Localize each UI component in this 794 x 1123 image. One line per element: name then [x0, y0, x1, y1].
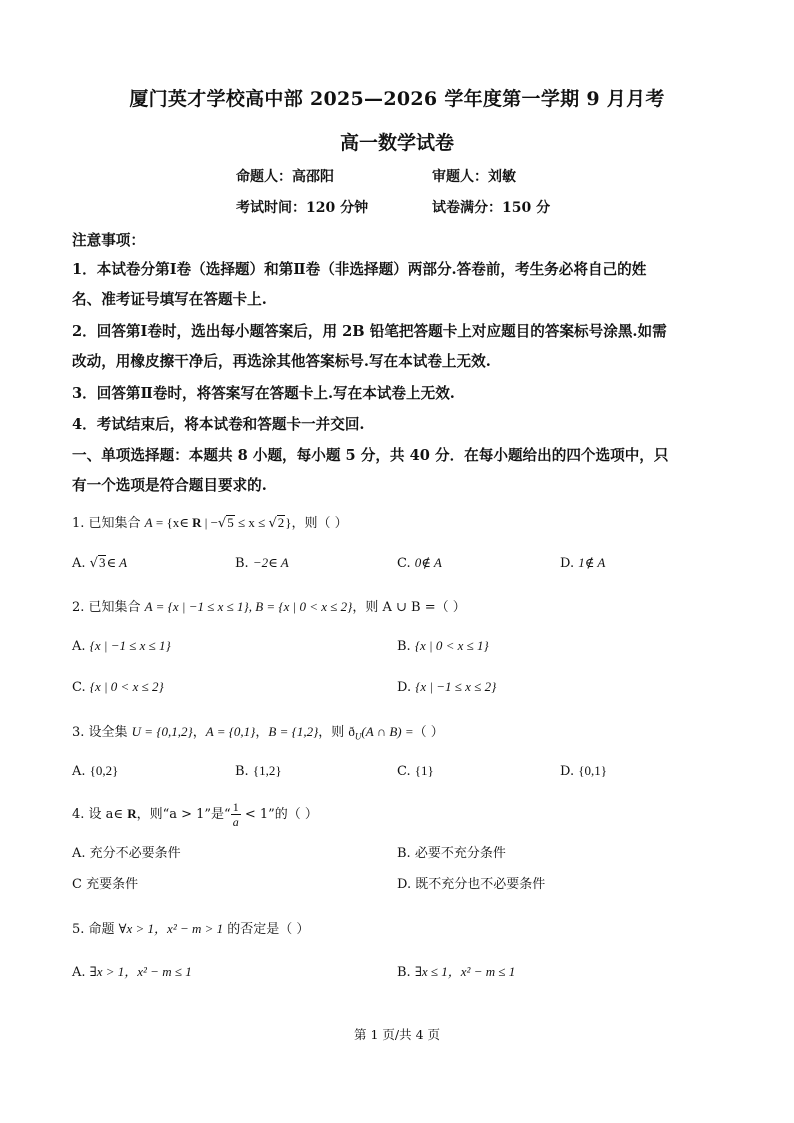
- radicand-1: 5: [227, 515, 234, 530]
- option-text: ∃x ≤ 1，x² − m ≤ 1: [414, 964, 516, 979]
- question-3: [72, 721, 444, 742]
- set-a: A = {0,1}: [205, 724, 256, 739]
- option-label: B.: [397, 965, 411, 980]
- note-1-line-2: 名、准考证号填写在答题卡上.: [72, 291, 267, 308]
- option-label: C.: [72, 680, 86, 695]
- page-number: 第 1 页/共 4 页: [353, 1027, 440, 1042]
- question-3-expr: (A ∩ B) =: [361, 724, 414, 739]
- then-text: ，则: [318, 725, 349, 740]
- q1-option-a: [72, 555, 127, 571]
- option-label: C: [72, 877, 82, 892]
- option-label: B.: [235, 764, 249, 779]
- q3-option-b: [235, 763, 282, 779]
- option-label: D.: [560, 556, 575, 571]
- question-1: [72, 512, 348, 531]
- q2-option-c: [72, 679, 164, 695]
- separator: ，: [255, 725, 269, 740]
- question-1-suffix: ，则（ ）: [291, 516, 348, 531]
- fraction: [231, 800, 241, 829]
- option-label: A.: [72, 639, 86, 654]
- option-text: 既不充分也不必要条件: [415, 877, 546, 892]
- q1-option-c: [397, 555, 442, 571]
- option-label: D.: [560, 764, 575, 779]
- question-2-math: A = {x | −1 ≤ x ≤ 1}, B = {x | 0 < x ≤ 2}: [144, 599, 353, 614]
- q4-option-d: [397, 873, 545, 892]
- q2-option-d: [397, 679, 496, 695]
- option-label: D.: [397, 680, 412, 695]
- question-3-suffix: （ ）: [413, 725, 444, 740]
- option-text: {1}: [414, 763, 434, 778]
- question-5-suffix: 的否定是（ ）: [223, 922, 310, 937]
- close-brace: }: [285, 515, 292, 530]
- question-2: [72, 596, 466, 615]
- option-text: {0,1}: [578, 763, 607, 778]
- note-2-line-1: 2．回答第Ⅰ卷时，选出每小题答案后，用 2B 铅笔把答题卡上对应题目的答案标号涂黑.如需: [72, 323, 667, 340]
- fraction-numerator: 1: [232, 800, 239, 814]
- question-2-prefix: 2. 已知集合: [72, 600, 145, 615]
- option-text: {0,2}: [89, 763, 119, 778]
- option-label: B.: [235, 556, 249, 571]
- sqrt-icon: √: [268, 516, 277, 531]
- q3-option-c: [397, 763, 434, 779]
- question-3-prefix: 3. 设全集: [72, 725, 132, 740]
- universal-set: U = {0,1,2}: [131, 724, 193, 739]
- option-label: D.: [397, 877, 412, 892]
- q3-option-a: [72, 763, 118, 779]
- radicand-2: 2: [277, 515, 285, 530]
- option-text: 1∉ A: [578, 555, 606, 570]
- separator: ，: [192, 725, 206, 740]
- option-label: A.: [72, 846, 86, 861]
- question-4: [72, 800, 318, 829]
- complement-subscript: U: [354, 731, 362, 742]
- option-text: 充分不必要条件: [89, 846, 181, 861]
- option-text: {x | 0 < x ≤ 1}: [414, 638, 489, 653]
- complement-symbol: ð: [348, 724, 355, 739]
- option-text: {x | 0 < x ≤ 2}: [89, 679, 164, 694]
- option-text: ∈ A: [106, 555, 128, 570]
- option-text: −2∈ A: [252, 555, 289, 570]
- exam-time-label: 考试时间：120 分钟: [236, 200, 369, 216]
- note-1-line-1: 1．本试卷分第Ⅰ卷（选择题）和第Ⅱ卷（非选择题）两部分.答卷前，考生务必将自己的姓: [72, 261, 647, 278]
- option-label: C.: [397, 764, 411, 779]
- option-label: A.: [72, 764, 86, 779]
- set-a: A: [144, 515, 153, 530]
- sqrt-icon: √: [217, 516, 227, 531]
- option-text: 充要条件: [86, 877, 139, 892]
- setter-label: 命题人：高邵阳: [236, 169, 334, 185]
- exam-subtitle: 高一数学试卷: [339, 132, 454, 154]
- cond-2: ≤ x ≤: [234, 515, 269, 530]
- real-numbers-symbol: R: [127, 806, 137, 821]
- set-def: = {x∈: [152, 515, 193, 530]
- option-label: C.: [397, 556, 411, 571]
- q5-option-b: [397, 961, 515, 980]
- q4-option-b: [397, 842, 506, 861]
- cond-1: | −: [201, 515, 218, 530]
- option-label: A.: [72, 965, 86, 980]
- question-1-prefix: 1. 已知集合: [72, 516, 145, 531]
- question-5-prefix: 5. 命题: [72, 922, 119, 937]
- option-label: A.: [72, 556, 86, 571]
- q4-option-c: [72, 873, 138, 892]
- exam-title: 厦门英才学校高中部 2025—2026 学年度第一学期 9 月月考: [129, 88, 665, 110]
- option-text: {x | −1 ≤ x ≤ 1}: [89, 638, 171, 653]
- option-text: ∃x > 1，x² − m ≤ 1: [89, 964, 192, 979]
- option-text: {x | −1 ≤ x ≤ 2}: [415, 679, 497, 694]
- option-text: 必要不充分条件: [414, 846, 506, 861]
- q1-option-d: [560, 555, 605, 571]
- option-label: B.: [397, 639, 411, 654]
- q4-option-a: [72, 842, 181, 861]
- section-1-intro-line-2: 有一个选项是符合题目要求的.: [72, 477, 267, 494]
- question-4-condition: ，则“a > 1”是“: [136, 807, 231, 822]
- q5-option-a: [72, 961, 192, 980]
- option-text: {1,2}: [252, 763, 282, 778]
- option-label: B.: [397, 846, 411, 861]
- note-4: 4．考试结束后，将本试卷和答题卡一并交回.: [72, 416, 365, 433]
- q1-option-b: [235, 555, 289, 571]
- question-5-math: ∀x > 1，x² − m > 1: [118, 921, 224, 936]
- notes-heading: 注意事项：: [72, 232, 145, 249]
- sqrt-icon: √: [89, 556, 98, 571]
- real-numbers-symbol: R: [192, 515, 202, 530]
- question-4-suffix: < 1”的（ ）: [240, 807, 318, 822]
- q3-option-d: [560, 763, 607, 779]
- full-score-label: 试卷满分：150 分: [432, 200, 551, 216]
- set-b: B = {1,2}: [268, 724, 319, 739]
- q2-option-b: [397, 638, 489, 654]
- note-2-line-2: 改动，用橡皮擦干净后，再选涂其他答案标号.写在本试卷上无效.: [72, 353, 491, 370]
- question-2-suffix: ，则 A ∪ B =（ ）: [352, 600, 466, 615]
- question-5: [72, 918, 309, 937]
- section-1-intro-line-1: 一、单项选择题：本题共 8 小题，每小题 5 分，共 40 分．在每小题给出的四个选项中，只: [72, 447, 669, 464]
- note-3: 3．回答第Ⅱ卷时，将答案写在答题卡上.写在本试卷上无效.: [72, 385, 455, 402]
- reviewer-label: 审题人：刘敏: [432, 169, 516, 185]
- q2-option-a: [72, 638, 171, 654]
- question-4-prefix: 4. 设 a∈: [72, 807, 128, 822]
- option-text: 0∉ A: [414, 555, 442, 570]
- option-radicand: 3: [98, 555, 106, 570]
- fraction-denominator: a: [232, 815, 239, 829]
